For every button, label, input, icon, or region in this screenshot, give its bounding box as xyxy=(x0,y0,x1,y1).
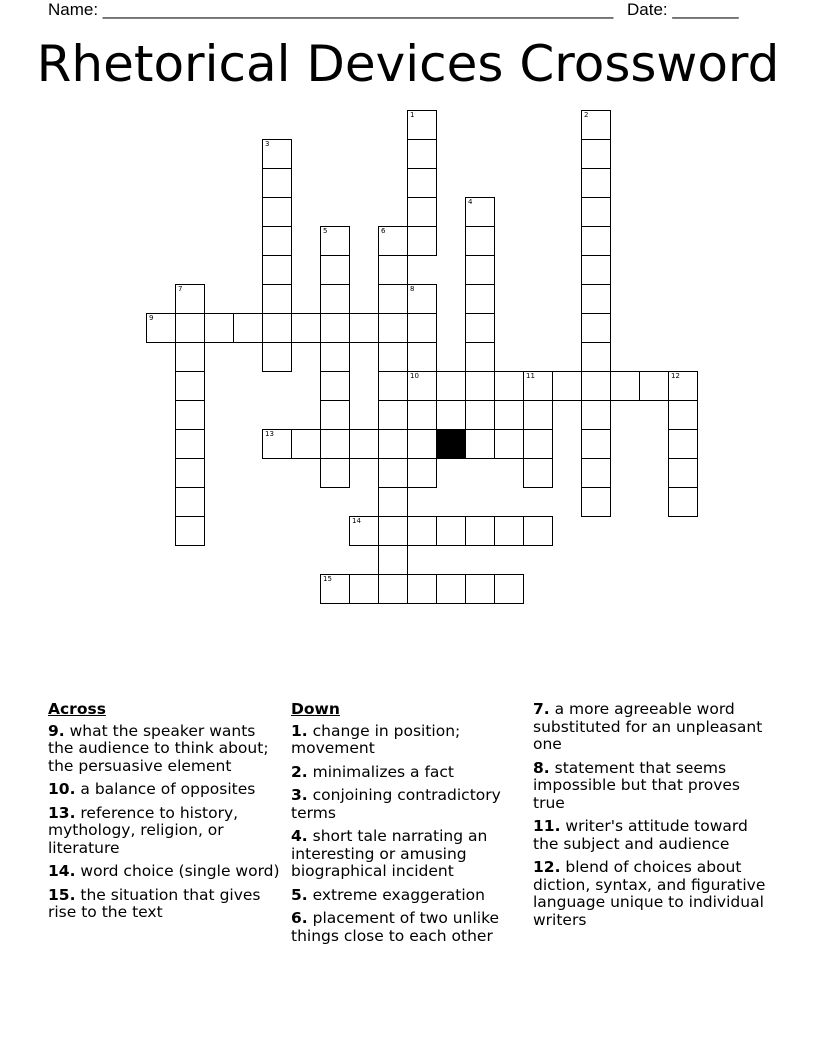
grid-cell[interactable] xyxy=(378,574,408,604)
grid-cell[interactable] xyxy=(494,429,524,459)
grid-cell[interactable] xyxy=(465,255,495,285)
clue-number: 5. xyxy=(291,885,308,904)
grid-cell[interactable] xyxy=(407,226,437,256)
grid-cell[interactable] xyxy=(175,429,205,459)
grid-cell[interactable] xyxy=(175,371,205,401)
grid-cell[interactable] xyxy=(407,458,437,488)
grid-cell[interactable] xyxy=(378,458,408,488)
grid-cell[interactable] xyxy=(262,342,292,372)
date-field-label: Date: _______ xyxy=(627,0,739,19)
clue-text: the situation that gives rise to the text xyxy=(48,885,261,921)
grid-cell[interactable] xyxy=(407,139,437,169)
grid-cell[interactable] xyxy=(465,284,495,314)
clue-text: minimalizes a fact xyxy=(307,762,455,781)
clue-number: 13. xyxy=(48,803,76,822)
grid-cell[interactable] xyxy=(262,168,292,198)
grid-cell[interactable] xyxy=(262,313,292,343)
grid-cell[interactable] xyxy=(349,313,379,343)
grid-cell[interactable] xyxy=(291,429,321,459)
clue-down-12 xyxy=(533,859,768,929)
clue-text: word choice (single word) xyxy=(75,862,280,880)
clue-text: reference to history, mythology, religion, or literature xyxy=(48,803,239,857)
grid-cell[interactable] xyxy=(465,371,495,401)
grid-cell[interactable] xyxy=(407,429,437,459)
clue-text: conjoining contradictory terms xyxy=(291,786,501,822)
clue-down-5 xyxy=(291,887,523,905)
grid-cell[interactable] xyxy=(378,400,408,430)
grid-cell[interactable] xyxy=(407,516,437,546)
grid-cell[interactable] xyxy=(175,400,205,430)
grid-cell[interactable] xyxy=(320,429,350,459)
grid-cell[interactable] xyxy=(175,458,205,488)
clue-number: 4. xyxy=(291,827,308,845)
clue-number-label: 13 xyxy=(265,430,274,438)
clue-number: 12. xyxy=(533,858,561,876)
clue-down-8 xyxy=(533,760,768,813)
grid-cell[interactable] xyxy=(320,226,350,256)
grid-cell[interactable] xyxy=(581,342,611,372)
clue-down-6 xyxy=(291,910,523,945)
grid-cell[interactable] xyxy=(523,458,553,488)
clue-number: 9. xyxy=(48,721,65,740)
grid-cell[interactable] xyxy=(175,342,205,372)
page-title: Rhetorical Devices Crossword xyxy=(36,35,780,93)
grid-cell[interactable] xyxy=(581,371,611,401)
grid-cell[interactable] xyxy=(378,255,408,285)
grid-cell[interactable] xyxy=(581,168,611,198)
grid-cell[interactable] xyxy=(262,197,292,227)
grid-cell[interactable] xyxy=(378,487,408,517)
grid-cell[interactable] xyxy=(262,429,292,459)
clue-number-label: 10 xyxy=(410,372,419,380)
grid-cell[interactable] xyxy=(581,226,611,256)
grid-cell[interactable] xyxy=(378,226,408,256)
clue-number-label: 1 xyxy=(410,111,415,119)
clue-number: 14. xyxy=(48,862,76,880)
grid-cell[interactable] xyxy=(204,313,234,343)
grid-cell[interactable] xyxy=(465,313,495,343)
grid-cell[interactable] xyxy=(581,429,611,459)
clue-number: 15. xyxy=(48,885,76,904)
grid-cell[interactable] xyxy=(494,371,524,401)
grid-cell[interactable] xyxy=(581,487,611,517)
grid-cell[interactable] xyxy=(262,139,292,169)
clue-text: a more agreeable word substituted for an unpleasant one xyxy=(533,700,763,753)
grid-cell[interactable] xyxy=(668,400,698,430)
clue-number-label: 15 xyxy=(323,575,332,583)
grid-cell[interactable] xyxy=(175,516,205,546)
grid-cell[interactable] xyxy=(668,371,698,401)
clue-number: 1. xyxy=(291,721,308,740)
clue-text: writer's attitude toward the subject and audience xyxy=(533,817,748,853)
clue-text: placement of two unlike things close to each other xyxy=(291,909,500,945)
clue-down-3 xyxy=(291,787,523,822)
grid-cell[interactable] xyxy=(581,284,611,314)
grid-cell[interactable] xyxy=(523,400,553,430)
clue-number: 7. xyxy=(533,700,550,718)
grid-cell[interactable] xyxy=(175,487,205,517)
grid-cell[interactable] xyxy=(465,516,495,546)
clue-number: 8. xyxy=(533,758,550,777)
clue-number-label: 5 xyxy=(323,227,328,235)
grid-cell[interactable] xyxy=(320,574,350,604)
clue-text: what the speaker wants the audience to think about; the persuasive element xyxy=(48,721,269,775)
grid-cell[interactable] xyxy=(349,574,379,604)
grid-cell[interactable] xyxy=(378,342,408,372)
clue-number-label: 11 xyxy=(526,372,535,380)
grid-cell[interactable] xyxy=(668,429,698,459)
clue-down-11 xyxy=(533,818,768,853)
grid-cell[interactable] xyxy=(407,400,437,430)
grid-cell[interactable] xyxy=(465,197,495,227)
grid-cell[interactable] xyxy=(262,284,292,314)
grid-cell[interactable] xyxy=(552,371,582,401)
grid-cell[interactable] xyxy=(320,342,350,372)
clue-number-label: 6 xyxy=(381,227,386,235)
grid-cell[interactable] xyxy=(378,313,408,343)
grid-cell[interactable] xyxy=(465,429,495,459)
grid-cell[interactable] xyxy=(320,284,350,314)
grid-cell[interactable] xyxy=(407,110,437,140)
clue-down-7 xyxy=(533,701,768,754)
grid-cell[interactable] xyxy=(523,429,553,459)
across-clues xyxy=(48,701,280,928)
clue-across-15 xyxy=(48,887,280,922)
grid-cell[interactable] xyxy=(146,313,176,343)
clue-number-label: 4 xyxy=(468,198,473,206)
grid-cell[interactable] xyxy=(320,458,350,488)
clue-number: 10. xyxy=(48,780,76,798)
grid-cell-blocked xyxy=(436,429,466,459)
down-clues xyxy=(291,701,523,951)
grid-cell[interactable] xyxy=(581,255,611,285)
grid-cell[interactable] xyxy=(378,545,408,575)
grid-cell[interactable] xyxy=(465,574,495,604)
grid-cell[interactable] xyxy=(262,255,292,285)
grid-cell[interactable] xyxy=(175,284,205,314)
clue-number: 3. xyxy=(291,786,308,804)
grid-cell[interactable] xyxy=(494,574,524,604)
grid-cell[interactable] xyxy=(465,226,495,256)
grid-cell[interactable] xyxy=(407,342,437,372)
grid-cell[interactable] xyxy=(262,226,292,256)
clue-down-4 xyxy=(291,828,523,881)
grid-cell[interactable] xyxy=(581,313,611,343)
grid-cell[interactable] xyxy=(175,313,205,343)
clue-number-label: 7 xyxy=(178,285,183,293)
clue-number-label: 14 xyxy=(352,517,361,525)
clue-text: statement that seems impossible but that proves true xyxy=(533,758,741,812)
clue-across-14 xyxy=(48,863,280,881)
clue-number-label: 9 xyxy=(149,314,154,322)
grid-cell[interactable] xyxy=(407,197,437,227)
clue-number: 6. xyxy=(291,909,308,927)
grid-cell[interactable] xyxy=(407,284,437,314)
grid-cell[interactable] xyxy=(349,516,379,546)
clue-number: 11. xyxy=(533,817,561,835)
grid-cell[interactable] xyxy=(436,516,466,546)
grid-cell[interactable] xyxy=(407,574,437,604)
grid-cell[interactable] xyxy=(639,371,669,401)
grid-cell[interactable] xyxy=(436,371,466,401)
grid-cell[interactable] xyxy=(291,313,321,343)
grid-cell[interactable] xyxy=(465,400,495,430)
grid-cell[interactable] xyxy=(233,313,263,343)
clue-number-label: 2 xyxy=(584,111,589,119)
down-heading: Down xyxy=(291,700,340,718)
grid-cell[interactable] xyxy=(523,371,553,401)
grid-cell[interactable] xyxy=(349,429,379,459)
clue-across-13 xyxy=(48,805,280,858)
clue-text: change in position; movement xyxy=(291,721,461,757)
across-heading: Across xyxy=(48,700,106,718)
grid-cell[interactable] xyxy=(378,516,408,546)
grid-cell[interactable] xyxy=(494,516,524,546)
clue-number-label: 12 xyxy=(671,372,680,380)
grid-cell[interactable] xyxy=(523,516,553,546)
down-clues-continued xyxy=(533,701,768,935)
grid-cell[interactable] xyxy=(436,574,466,604)
grid-cell[interactable] xyxy=(465,342,495,372)
clue-text: short tale narrating an interesting or amusing biographical incident xyxy=(291,827,488,880)
clue-number-label: 3 xyxy=(265,140,270,148)
grid-cell[interactable] xyxy=(668,487,698,517)
clue-number: 2. xyxy=(291,762,308,781)
grid-cell[interactable] xyxy=(407,313,437,343)
grid-cell[interactable] xyxy=(378,429,408,459)
clue-text: blend of choices about diction, syntax, and figurative language unique to individual writers xyxy=(533,858,766,929)
grid-cell[interactable] xyxy=(320,371,350,401)
clue-across-10 xyxy=(48,781,280,799)
grid-cell[interactable] xyxy=(378,284,408,314)
grid-cell[interactable] xyxy=(581,139,611,169)
grid-cell[interactable] xyxy=(668,458,698,488)
grid-cell[interactable] xyxy=(581,458,611,488)
clue-text: extreme exaggeration xyxy=(307,885,485,904)
grid-cell[interactable] xyxy=(407,371,437,401)
clue-number-label: 8 xyxy=(410,285,415,293)
grid-cell[interactable] xyxy=(320,400,350,430)
clue-across-9 xyxy=(48,723,280,776)
grid-cell[interactable] xyxy=(581,110,611,140)
grid-cell[interactable] xyxy=(320,313,350,343)
grid-cell[interactable] xyxy=(581,400,611,430)
grid-cell[interactable] xyxy=(378,371,408,401)
name-field-label: Name: ______________________________________________________ xyxy=(48,0,614,19)
grid-cell[interactable] xyxy=(610,371,640,401)
clue-down-1 xyxy=(291,723,523,758)
clue-down-2 xyxy=(291,764,523,782)
grid-cell[interactable] xyxy=(320,255,350,285)
clue-text: a balance of opposites xyxy=(75,780,256,798)
grid-cell[interactable] xyxy=(407,168,437,198)
grid-cell[interactable] xyxy=(581,197,611,227)
